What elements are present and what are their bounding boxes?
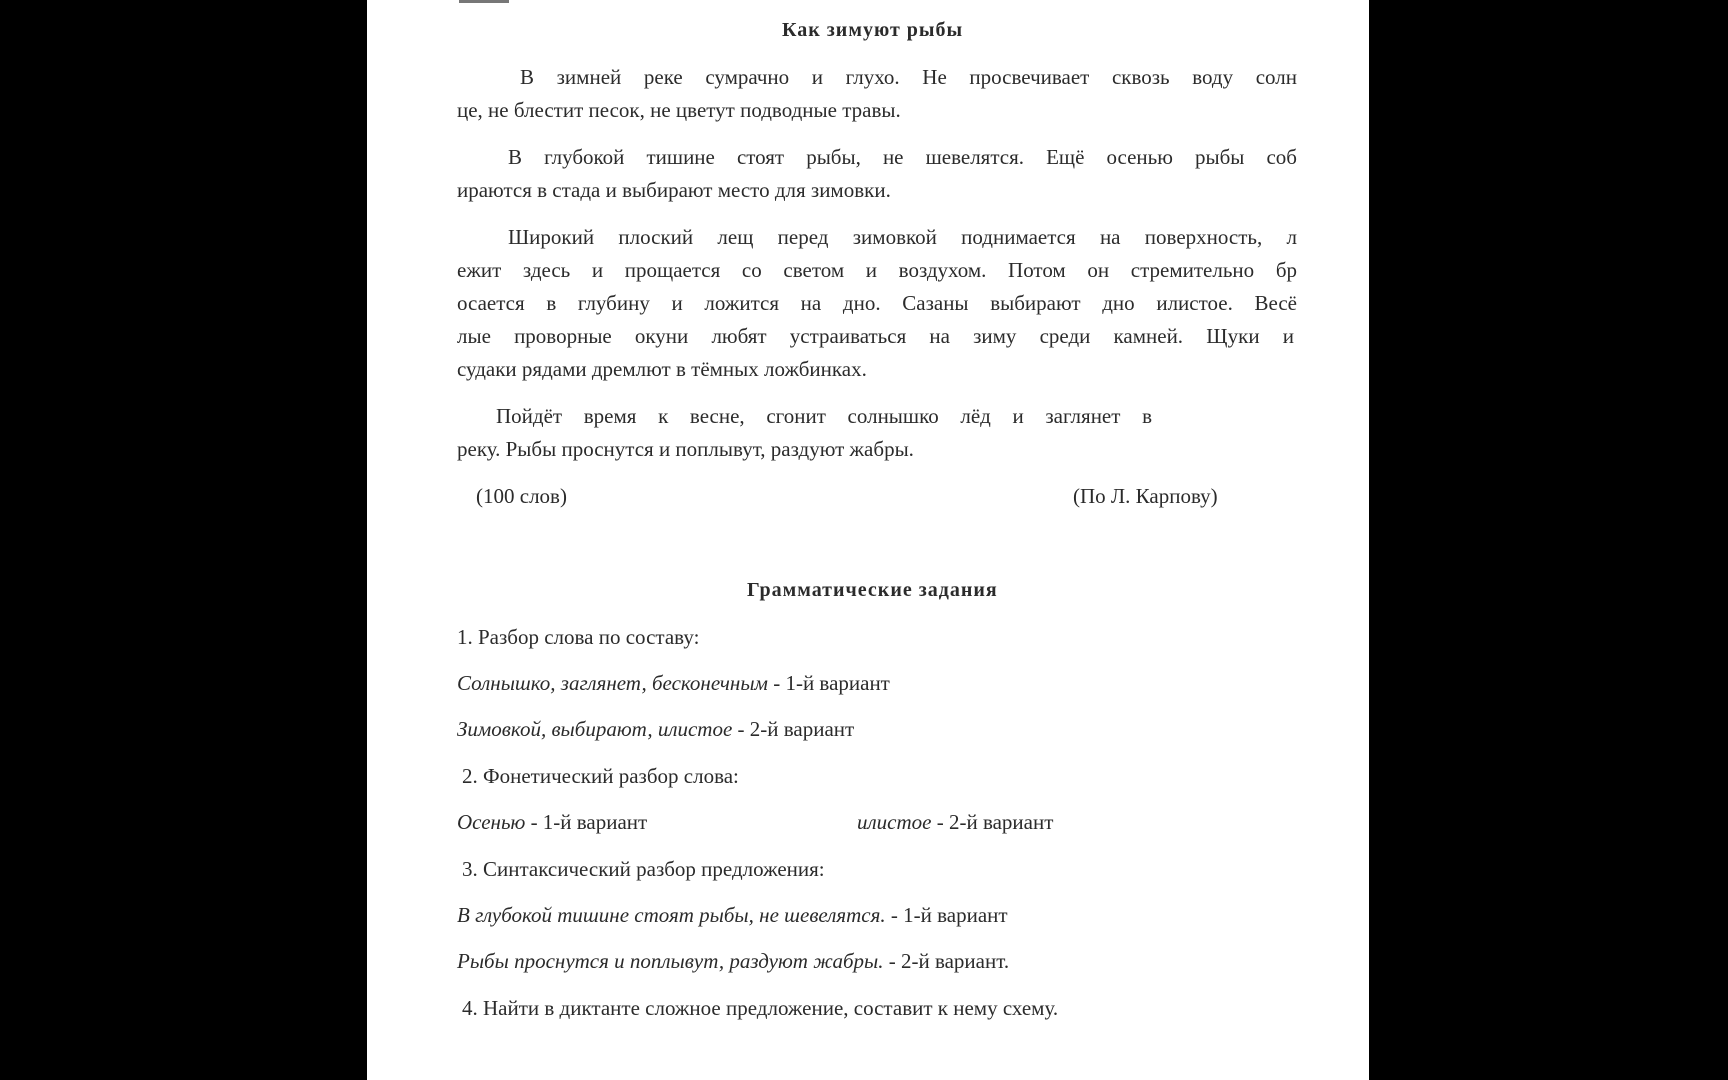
word-count: (100 слов) [476,484,567,508]
task-variant-line [457,949,1009,973]
variant-label: - 1-й вариант [773,671,890,695]
text-line: осается в глубину и ложится на дно. Сазаны выбирают дно илистое. Весё [457,291,1297,315]
text-line: Широкий плоский лещ перед зимовкой поднимается на поверхность, л [508,225,1297,249]
task-words: Осенью [457,810,526,834]
text-line: це, не блестит песок, не цветут подводные травы. [457,98,901,122]
task-sentence: Рыбы проснутся и поплывут, раздуют жабры. [457,949,884,973]
task-heading: 4. Найти в диктанте сложное предложение, составит к нему схему. [462,996,1059,1020]
task-variant-line [457,903,1008,927]
task-sentence: В глубокой тишине стоят рыбы, не шевелятся. [457,903,886,927]
variant-label: - 2-й вариант [936,810,1054,834]
variant-label: - 2-й вариант [737,717,855,741]
task-words: Солнышко, заглянет, бесконечным [457,671,768,695]
text-line: реку. Рыбы проснутся и поплывут, раздуют жабры. [457,437,914,461]
task-heading: 2. Фонетический разбор слова: [462,764,739,788]
page-fragment-mark [459,0,509,3]
text-line: В зимней реке сумрачно и глухо. Не просвечивает сквозь воду солн [520,65,1297,89]
variant-label: - 1-й вариант [890,903,1008,927]
task-heading: 1. Разбор слова по составу: [457,625,700,649]
source-attribution: (По Л. Карпову) [1073,484,1218,508]
task-variant-line [457,671,890,695]
dictation-title: Как зимуют рыбы [782,19,964,41]
text-line: ираются в стада и выбирают место для зимовки. [457,178,891,202]
text-line: В глубокой тишине стоят рыбы, не шевелятся. Ещё осенью рыбы соб [508,145,1297,169]
text-line: ежит здесь и прощается со светом и воздухом. Потом он стремительно бр [457,258,1297,282]
task-words: илистое [857,810,932,834]
text-line: судаки рядами дремлют в тёмных ложбинках. [457,357,867,381]
text-line: Пойдёт время к весне, сгонит солнышко лёд и заглянет в [496,404,1152,428]
task-variant-line [857,810,1053,834]
task-variant-line [457,810,647,834]
tasks-title: Грамматические задания [747,579,998,601]
variant-label: - 2-й вариант. [888,949,1010,973]
text-line: лые проворные окуни любят устраиваться на зиму среди камней. Щуки и [457,324,1294,348]
task-words: Зимовкой, выбирают, илистое [457,717,733,741]
task-heading: 3. Синтаксический разбор предложения: [462,857,825,881]
document-page [367,0,1369,1080]
variant-label: - 1-й вариант [530,810,648,834]
task-variant-line [457,717,854,741]
